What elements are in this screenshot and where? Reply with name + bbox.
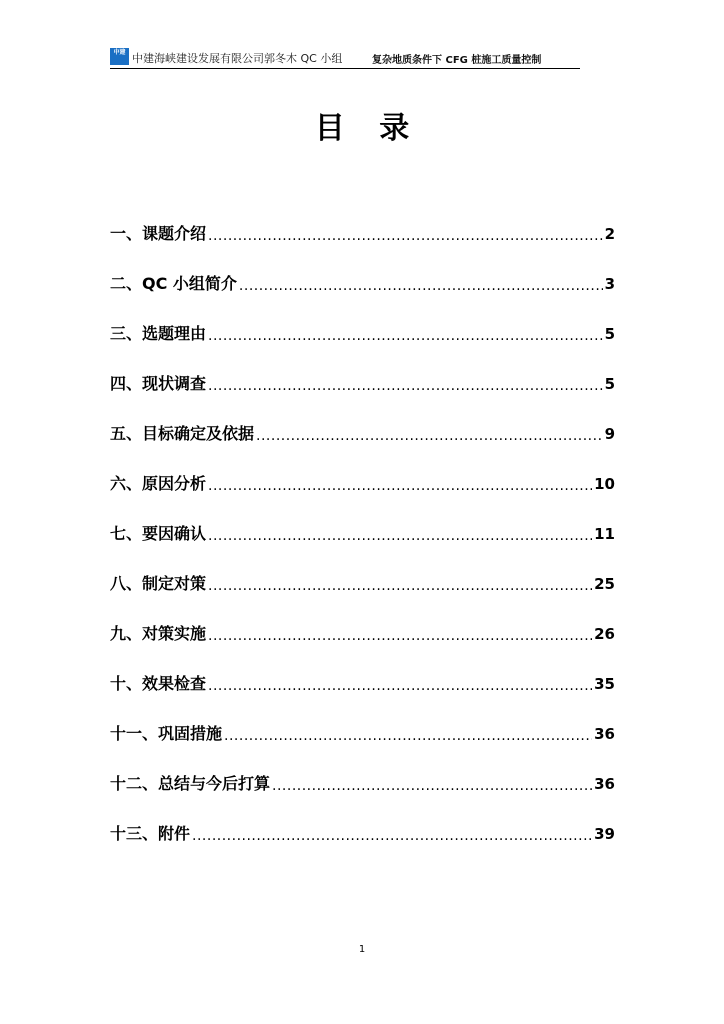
toc-entry[interactable] [110, 399, 615, 449]
toc-entry-page: 9 [604, 425, 615, 443]
toc-entry[interactable] [110, 749, 615, 799]
header-company: 中建海峡建设发展有限公司郭冬木 QC 小组 [132, 52, 343, 65]
toc-leader-dots [192, 823, 592, 849]
toc-entry[interactable] [110, 699, 615, 749]
toc-entry[interactable] [110, 599, 615, 649]
toc-entry-page: 35 [594, 675, 615, 693]
company-logo [110, 48, 129, 65]
toc-entry-label: 七、要因确认 [110, 524, 207, 543]
toc-entry[interactable] [110, 199, 615, 249]
toc-entry-label: 九、对策实施 [110, 624, 207, 643]
toc-entry-label: 三、选题理由 [110, 324, 207, 343]
logo-text: 中建 [113, 49, 126, 56]
toc-leader-dots [208, 523, 592, 549]
toc-entry-page: 5 [604, 375, 615, 393]
toc-entry-label: 十二、总结与今后打算 [110, 774, 271, 793]
toc-leader-dots [208, 323, 603, 349]
toc-entry-page: 36 [594, 725, 615, 743]
page-header [110, 48, 580, 69]
toc-entry-label: 六、原因分析 [110, 474, 207, 493]
toc-entry[interactable] [110, 449, 615, 499]
toc-leader-dots [208, 373, 603, 399]
table-of-contents [110, 199, 615, 849]
toc-leader-dots [208, 673, 592, 699]
toc-entry-page: 36 [594, 775, 615, 793]
toc-entry-label: 十、效果检查 [110, 674, 207, 693]
toc-entry-label: 八、制定对策 [110, 574, 207, 593]
toc-entry[interactable] [110, 799, 615, 849]
toc-entry-page: 39 [594, 825, 615, 843]
page-number: 1 [358, 944, 366, 955]
toc-entry[interactable] [110, 249, 615, 299]
toc-entry-page: 5 [604, 325, 615, 343]
toc-leader-dots [224, 723, 592, 749]
toc-leader-dots [208, 473, 592, 499]
toc-leader-dots [208, 223, 603, 249]
toc-entry[interactable] [110, 649, 615, 699]
toc-entry-page: 11 [594, 525, 615, 543]
header-project: 复杂地质条件下 CFG 桩施工质量控制 [372, 55, 542, 66]
toc-leader-dots [256, 423, 603, 449]
toc-leader-dots [239, 273, 603, 299]
toc-entry-label: 二、QC 小组简介 [110, 274, 237, 293]
toc-entry-label: 十一、巩固措施 [110, 724, 223, 743]
toc-entry-page: 2 [604, 225, 615, 243]
toc-entry-label: 一、课题介绍 [110, 224, 207, 243]
toc-entry[interactable] [110, 349, 615, 399]
toc-entry[interactable] [110, 499, 615, 549]
toc-entry-label: 五、目标确定及依据 [110, 424, 255, 443]
toc-leader-dots [208, 573, 592, 599]
toc-entry-page: 26 [594, 625, 615, 643]
toc-entry[interactable] [110, 299, 615, 349]
toc-entry-page: 3 [604, 275, 615, 293]
toc-leader-dots [208, 623, 592, 649]
toc-entry-page: 10 [594, 475, 615, 493]
page-title: 目 录 [314, 111, 422, 146]
toc-entry[interactable] [110, 549, 615, 599]
toc-entry-page: 25 [594, 575, 615, 593]
toc-entry-label: 四、现状调查 [110, 374, 207, 393]
toc-leader-dots [272, 773, 592, 799]
toc-entry-label: 十三、附件 [110, 824, 191, 843]
